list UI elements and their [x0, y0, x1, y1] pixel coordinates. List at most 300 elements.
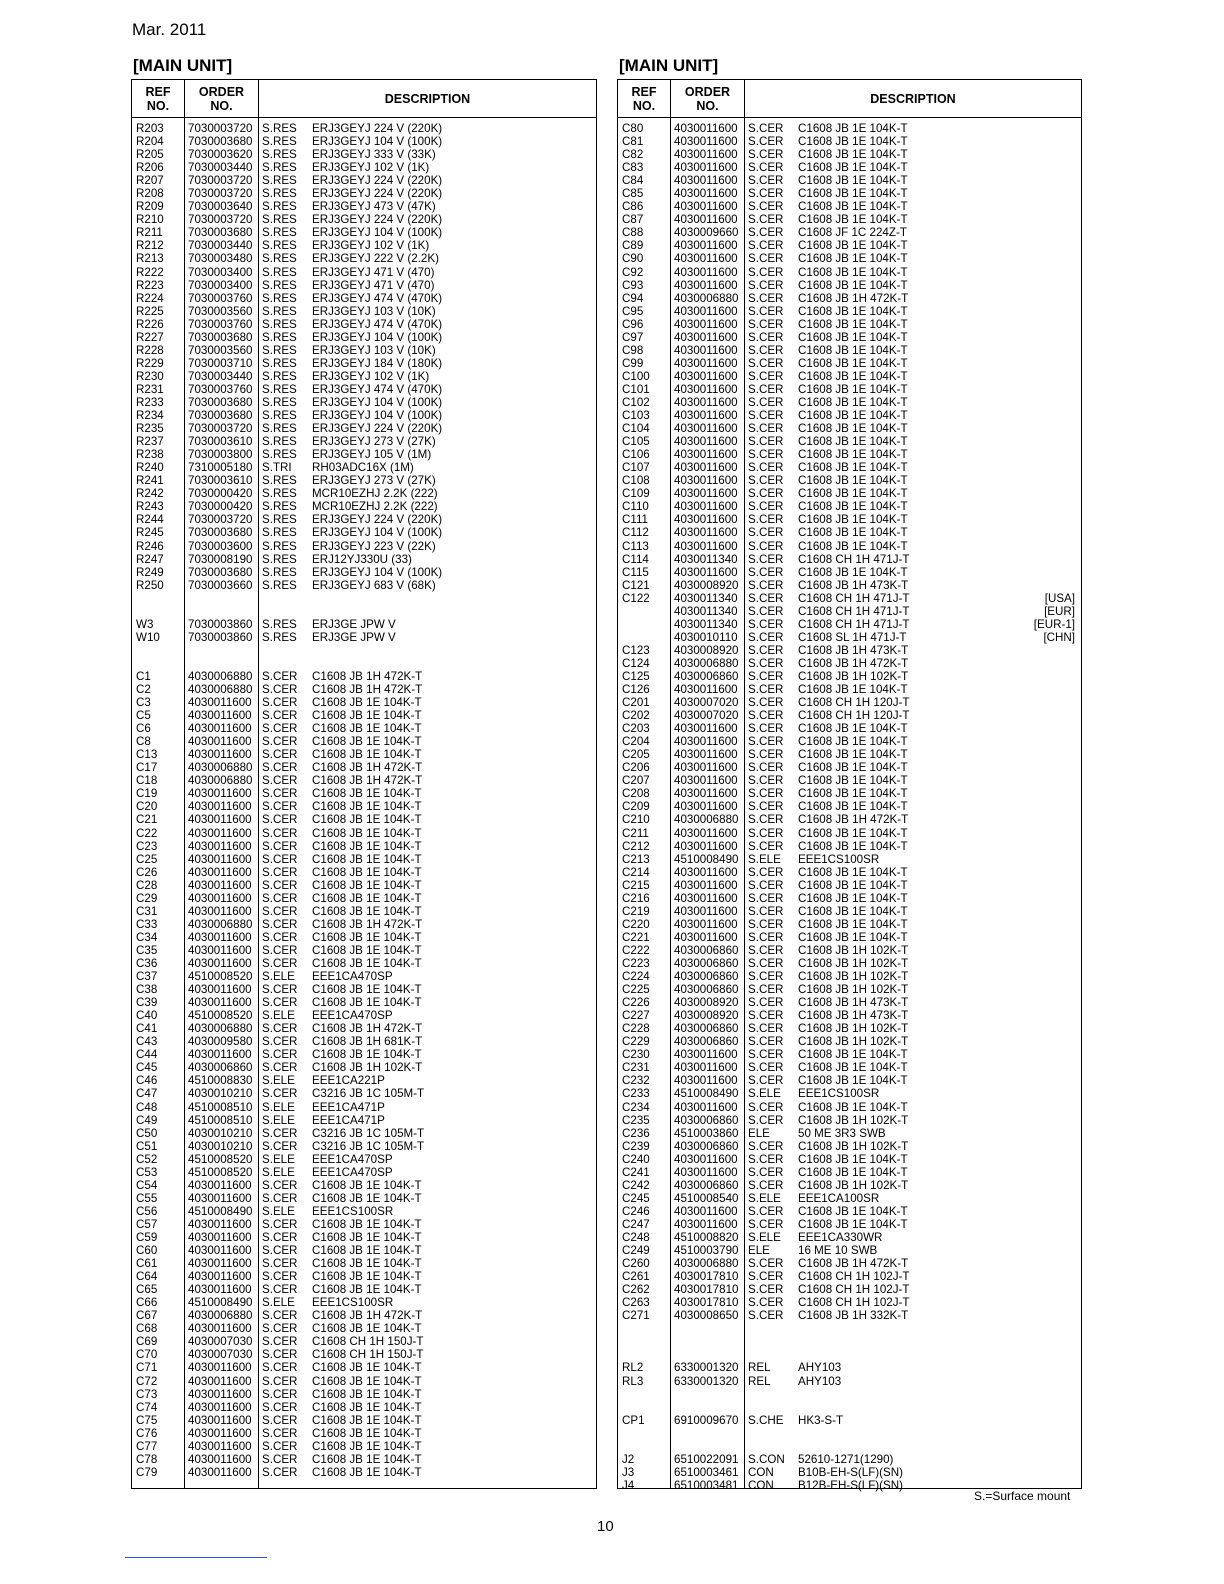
description-cell: C1608 JB 1E 104K-T — [312, 1400, 422, 1414]
ref-no-cell: C96 — [622, 317, 644, 331]
part-type-cell: S.CER — [262, 1322, 298, 1336]
part-type-cell: S.RES — [262, 239, 297, 253]
part-type-cell: S.ELE — [262, 1074, 295, 1088]
table-row — [132, 1166, 596, 1179]
part-type-cell: REL — [748, 1374, 771, 1388]
description-cell: ERJ3GEYJ 104 V (100K) — [312, 409, 443, 423]
ref-no-cell: C228 — [622, 1022, 650, 1036]
part-type-cell: S.RES — [262, 578, 297, 592]
part-type-cell: S.CER — [262, 1022, 298, 1036]
description-cell: C1608 JB 1H 472K-T — [312, 1022, 423, 1036]
table-row — [132, 735, 596, 748]
ref-no-cell: C95 — [622, 304, 644, 318]
table-row — [132, 500, 596, 513]
table-row — [132, 1361, 596, 1374]
order-no-cell: 7030003680 — [188, 226, 253, 240]
part-type-cell: S.RES — [262, 161, 297, 175]
description-cell: C1608 JB 1E 104K-T — [798, 826, 908, 840]
table-row — [132, 866, 596, 879]
part-type-cell: S.CER — [748, 500, 784, 514]
description-cell: ERJ3GEYJ 222 V (2.2K) — [312, 252, 439, 266]
part-type-cell: S.CHE — [748, 1413, 784, 1427]
order-no-cell: 4510008490 — [674, 1087, 739, 1101]
part-type-cell: S.CER — [262, 943, 298, 957]
order-no-cell: 4030011600 — [188, 1217, 252, 1231]
description-cell: C1608 JB 1H 102K-T — [798, 669, 909, 683]
part-type-cell: S.RES — [262, 487, 297, 501]
part-type-cell: S.CER — [748, 943, 784, 957]
description-cell: C1608 JB 1E 104K-T — [798, 356, 908, 370]
part-type-cell: S.CER — [748, 317, 784, 331]
table-row — [132, 135, 596, 148]
description-cell: C1608 JB 1E 104K-T — [312, 722, 422, 736]
ref-no-cell: C203 — [622, 722, 650, 736]
part-type-cell: S.CER — [748, 1309, 784, 1323]
description-cell: C1608 JB 1E 104K-T — [312, 1283, 422, 1297]
order-no-cell: 4030011600 — [674, 252, 738, 266]
part-type-cell: S.RES — [262, 265, 297, 279]
ref-no-cell: C232 — [622, 1074, 650, 1088]
ref-no-cell: C99 — [622, 356, 644, 370]
table-row — [132, 1179, 596, 1192]
description-cell: C1608 JB 1H 102K-T — [798, 957, 909, 970]
ref-no-cell: C234 — [622, 1100, 650, 1114]
description-cell: C1608 JB 1E 104K-T — [312, 696, 422, 710]
order-no-cell: 4030011600 — [188, 1361, 252, 1375]
part-type-cell: S.CER — [748, 774, 784, 788]
ref-no-cell: C52 — [136, 1152, 158, 1166]
table-row — [618, 200, 1081, 213]
ref-no-cell: C26 — [136, 865, 158, 879]
order-no-cell: 4030011600 — [674, 148, 738, 162]
description-cell: ERJ3GEYJ 104 V (100K) — [312, 226, 443, 240]
order-no-cell: 4030011600 — [188, 722, 252, 736]
table-row — [618, 553, 1081, 566]
ref-no-cell: C104 — [622, 422, 650, 436]
left-parts-table — [131, 79, 597, 1489]
table-row — [132, 1296, 596, 1309]
table-row — [132, 1388, 596, 1401]
footer-link-line — [125, 1557, 267, 1558]
order-no-cell: 7030003760 — [188, 317, 253, 331]
description-cell: C1608 JB 1H 472K-T — [798, 813, 909, 827]
description-cell: ERJ3GEYJ 224 V (220K) — [312, 122, 443, 135]
part-type-cell: S.CER — [748, 330, 784, 344]
order-no-cell: 4030011600 — [188, 696, 252, 710]
table-row — [618, 931, 1081, 944]
part-type-cell: S.ELE — [262, 1165, 295, 1179]
table-row — [132, 1061, 596, 1074]
table-row — [132, 513, 596, 526]
order-no-cell: 4030011600 — [188, 787, 252, 801]
ref-no-cell: C207 — [622, 774, 650, 788]
order-no-cell: 7030003640 — [188, 200, 253, 214]
part-type-cell: S.CER — [262, 709, 298, 723]
table-row — [132, 827, 596, 840]
table-row — [132, 174, 596, 187]
table-row — [132, 579, 596, 592]
description-cell: C1608 JB 1E 104K-T — [798, 461, 908, 475]
order-no-cell: 4030011600 — [674, 513, 738, 527]
order-no-cell: 7030003560 — [188, 343, 253, 357]
ref-no-cell: C49 — [136, 1113, 158, 1127]
part-type-cell: S.CER — [748, 1139, 784, 1153]
order-no-cell: 4030011600 — [188, 865, 252, 879]
description-cell: C1608 CH 1H 471J-T — [798, 591, 910, 605]
description-cell: C1608 JF 1C 224Z-T — [798, 226, 907, 240]
table-row — [618, 383, 1081, 396]
order-no-cell: 4030011600 — [674, 1152, 738, 1166]
order-no-cell: 4030011600 — [188, 709, 252, 723]
part-type-cell: S.CER — [748, 226, 784, 240]
part-type-cell: S.CER — [748, 669, 784, 683]
table-row — [132, 853, 596, 866]
ref-no-cell: C225 — [622, 983, 650, 997]
table-row — [618, 239, 1081, 252]
table-row — [618, 292, 1081, 305]
ref-no-cell: C205 — [622, 748, 650, 762]
ref-no-cell: C53 — [136, 1165, 158, 1179]
ref-no-cell: C211 — [622, 826, 649, 840]
part-type-cell: S.CER — [262, 683, 298, 697]
description-cell: C1608 JB 1E 104K-T — [312, 1217, 422, 1231]
part-type-cell: S.CER — [748, 356, 784, 370]
ref-no-cell: R210 — [136, 213, 164, 227]
region-note-cell: [USA] — [1044, 591, 1075, 605]
description-cell: C1608 JB 1E 104K-T — [798, 252, 908, 266]
order-no-cell: 4030011600 — [674, 343, 738, 357]
table-row — [132, 748, 596, 761]
table-row — [132, 1140, 596, 1153]
table-row — [618, 748, 1081, 761]
table-row — [132, 1009, 596, 1022]
part-type-cell: S.CER — [262, 917, 298, 931]
description-cell: C1608 JB 1H 473K-T — [798, 643, 909, 657]
description-cell: C1608 JB 1E 104K-T — [798, 265, 908, 279]
order-no-cell: 6510003481 — [674, 1478, 739, 1492]
description-cell: C1608 JB 1E 104K-T — [312, 787, 422, 801]
table-row — [132, 944, 596, 957]
document-date: Mar. 2011 — [132, 20, 207, 39]
order-no-cell: 4510008520 — [188, 1009, 253, 1023]
description-cell: C1608 JB 1E 104K-T — [312, 826, 422, 840]
order-no-cell: 4030006880 — [674, 813, 739, 827]
table-row — [618, 1114, 1081, 1127]
part-type-cell: S.CER — [262, 826, 298, 840]
table-row — [618, 226, 1081, 239]
table-row — [618, 1179, 1081, 1192]
ref-no-cell: C36 — [136, 957, 158, 970]
order-no-cell: 4030011600 — [674, 161, 738, 175]
order-no-cell: 4030011600 — [188, 1257, 252, 1271]
part-type-cell: S.CER — [748, 683, 784, 697]
table-row — [132, 318, 596, 331]
description-cell: EEE1CA100SR — [798, 1191, 880, 1205]
part-type-cell: S.CER — [748, 1113, 784, 1127]
part-type-cell: S.CER — [262, 839, 298, 853]
order-no-cell: 7030003680 — [188, 526, 253, 540]
part-type-cell: S.RES — [262, 187, 297, 201]
table-row — [132, 879, 596, 892]
table-row — [618, 696, 1081, 709]
description-cell: C1608 JB 1E 104K-T — [798, 891, 908, 905]
table-row — [618, 657, 1081, 670]
description-cell: C1608 JB 1E 104K-T — [798, 304, 908, 318]
description-cell: C1608 JB 1E 104K-T — [798, 565, 908, 579]
part-type-cell: S.CER — [262, 1335, 298, 1349]
table-row — [618, 1401, 1081, 1414]
part-type-cell: S.CER — [748, 1178, 784, 1192]
ref-no-cell: R241 — [136, 474, 164, 488]
description-cell: C1608 JB 1E 104K-T — [798, 343, 908, 357]
description-cell: ERJ3GEYJ 333 V (33K) — [312, 148, 436, 162]
description-cell: C1608 JB 1E 104K-T — [798, 878, 908, 892]
table-row — [132, 1348, 596, 1361]
ref-no-cell: C230 — [622, 1048, 650, 1062]
description-cell: C1608 JB 1E 104K-T — [798, 435, 908, 449]
description-cell: EEE1CA471P — [312, 1100, 385, 1114]
order-no-cell: 4030011600 — [674, 474, 738, 488]
order-no-cell: 7030003680 — [188, 330, 253, 344]
ref-no-cell: C64 — [136, 1270, 158, 1284]
part-type-cell: S.CER — [748, 1165, 784, 1179]
table-row — [132, 657, 596, 670]
table-row — [618, 422, 1081, 435]
description-cell: C1608 JB 1E 104K-T — [798, 474, 908, 488]
description-cell: ERJ3GEYJ 104 V (100K) — [312, 330, 443, 344]
order-no-cell: 4030006860 — [674, 943, 739, 957]
ref-no-cell: C66 — [136, 1296, 158, 1310]
description-cell: ERJ3GEYJ 473 V (47K) — [312, 200, 436, 214]
description-cell: C1608 JB 1E 104K-T — [312, 1413, 422, 1427]
order-no-cell: 4030011600 — [188, 943, 252, 957]
part-type-cell: S.CER — [748, 343, 784, 357]
part-type-cell: S.RES — [262, 382, 297, 396]
part-type-cell: S.CER — [748, 435, 784, 449]
order-no-cell: 4030009580 — [188, 1035, 253, 1049]
part-type-cell: S.CER — [748, 565, 784, 579]
right-table-rows — [618, 122, 1081, 1492]
part-type-cell: S.CER — [748, 970, 784, 984]
table-row — [618, 1427, 1081, 1440]
order-no-cell: 4030011600 — [674, 683, 738, 697]
table-row — [618, 800, 1081, 813]
description-cell: EEE1CA330WR — [798, 1230, 883, 1244]
order-no-cell: 4030011600 — [674, 213, 738, 227]
ref-no-cell: C220 — [622, 917, 650, 931]
ref-no-cell: C92 — [622, 265, 644, 279]
table-row — [132, 1101, 596, 1114]
part-type-cell: S.CER — [262, 1217, 298, 1231]
order-no-cell: 4030011600 — [188, 1413, 252, 1427]
ref-no-cell: C261 — [622, 1270, 650, 1284]
ref-no-cell: C110 — [622, 500, 649, 514]
part-type-cell: S.RES — [262, 252, 297, 266]
order-no-cell: 4510008510 — [188, 1100, 253, 1114]
ref-no-cell: C29 — [136, 891, 158, 905]
table-row — [618, 331, 1081, 344]
description-cell: C1608 JB 1E 104K-T — [798, 135, 908, 149]
description-cell: C1608 JB 1H 473K-T — [798, 578, 909, 592]
order-no-cell: 4030011600 — [674, 865, 738, 879]
ref-no-cell: C123 — [622, 643, 650, 657]
table-row — [618, 1388, 1081, 1401]
part-type-cell: S.CER — [748, 122, 784, 135]
order-no-cell: 7030003610 — [188, 474, 253, 488]
description-cell: C1608 JB 1E 104K-T — [798, 395, 908, 409]
description-cell: ERJ3GEYJ 184 V (180K) — [312, 356, 443, 370]
right-unit-title: [MAIN UNIT] — [619, 56, 719, 75]
description-cell: C1608 JB 1E 104K-T — [798, 513, 908, 527]
order-no-cell: 7030003720 — [188, 213, 253, 227]
part-type-cell: S.CER — [748, 265, 784, 279]
part-type-cell: S.CER — [748, 578, 784, 592]
table-row — [618, 1270, 1081, 1283]
description-cell: B10B-EH-S(LF)(SN) — [798, 1465, 904, 1479]
table-row — [618, 1296, 1081, 1309]
table-row — [132, 1375, 596, 1388]
description-cell: ERJ3GEYJ 471 V (470) — [312, 278, 435, 292]
order-no-cell: 4030011600 — [188, 1230, 252, 1244]
description-cell: C1608 JB 1E 104K-T — [798, 1100, 908, 1114]
description-cell: ERJ3GEYJ 474 V (470K) — [312, 382, 443, 396]
part-type-cell: S.RES — [262, 213, 297, 227]
part-type-cell: S.CER — [262, 1244, 298, 1258]
table-row — [618, 813, 1081, 826]
table-row — [618, 409, 1081, 422]
part-type-cell: S.CER — [262, 1465, 298, 1479]
table-row — [618, 1257, 1081, 1270]
ref-no-cell: C70 — [136, 1348, 158, 1362]
part-type-cell: S.CER — [748, 382, 784, 396]
order-no-cell: 4030011340 — [674, 552, 738, 566]
part-type-cell: S.CER — [262, 774, 298, 788]
part-type-cell: S.CER — [748, 1204, 784, 1218]
part-type-cell: S.TRI — [262, 461, 292, 475]
table-row — [132, 435, 596, 448]
description-cell: C1608 JB 1E 104K-T — [798, 748, 908, 762]
ref-no-cell: C227 — [622, 1009, 650, 1023]
description-cell: C1608 SL 1H 471J-T — [798, 630, 907, 644]
table-row — [132, 1401, 596, 1414]
order-no-cell: 4030010210 — [188, 1087, 253, 1101]
description-cell: ERJ3GE JPW V — [312, 630, 396, 644]
order-no-cell: 4510003860 — [674, 1126, 739, 1140]
table-row — [618, 279, 1081, 292]
table-row — [618, 305, 1081, 318]
table-row — [618, 135, 1081, 148]
description-cell: EEE1CS100SR — [312, 1296, 394, 1310]
description-cell: C1608 CH 1H 102J-T — [798, 1283, 910, 1297]
order-no-cell: 4030006880 — [188, 683, 253, 697]
table-row — [618, 605, 1081, 618]
table-row — [618, 1166, 1081, 1179]
table-row — [618, 853, 1081, 866]
table-row — [618, 318, 1081, 331]
order-no-cell: 4510008510 — [188, 1113, 253, 1127]
order-no-cell: 4030006860 — [674, 1022, 739, 1036]
description-cell: 52610-1271(1290) — [798, 1452, 894, 1466]
ref-no-cell: R204 — [136, 135, 164, 149]
order-no-cell: 4510008490 — [188, 1296, 253, 1310]
order-no-cell: 4510008520 — [188, 970, 253, 984]
ref-no-cell: C90 — [622, 252, 644, 266]
part-type-cell: S.ELE — [748, 852, 781, 866]
table-row — [618, 370, 1081, 383]
order-no-cell: 4030011600 — [674, 461, 738, 475]
order-no-cell: 4030006860 — [674, 1035, 739, 1049]
description-cell: C1608 JB 1E 104K-T — [312, 1452, 422, 1466]
part-type-cell: S.CER — [262, 1048, 298, 1062]
ref-no-cell: C216 — [622, 891, 650, 905]
ref-no-cell: C106 — [622, 448, 650, 462]
table-row — [132, 200, 596, 213]
description-cell: C1608 JB 1E 104K-T — [312, 943, 422, 957]
part-type-cell: S.CER — [748, 291, 784, 305]
description-cell: ERJ3GEYJ 224 V (220K) — [312, 513, 443, 527]
part-type-cell: S.RES — [262, 317, 297, 331]
part-type-cell: S.CER — [262, 1439, 298, 1453]
ref-no-cell: C78 — [136, 1452, 158, 1466]
ref-no-cell: C3 — [136, 696, 151, 710]
ref-no-header: REF NO. — [631, 84, 657, 113]
order-no-cell: 4030011600 — [674, 122, 738, 135]
description-cell: C1608 JB 1E 104K-T — [798, 122, 908, 135]
description-cell: C3216 JB 1C 105M-T — [312, 1139, 425, 1153]
description-cell: C1608 JB 1E 104K-T — [312, 800, 422, 814]
table-row — [618, 840, 1081, 853]
order-no-cell: 4030011600 — [674, 539, 738, 553]
table-row — [132, 996, 596, 1009]
table-row — [618, 1361, 1081, 1374]
table-row — [132, 1231, 596, 1244]
description-cell: 50 ME 3R3 SWB — [798, 1126, 886, 1140]
description-cell: EEE1CA470SP — [312, 1152, 393, 1166]
part-type-cell: S.CER — [262, 904, 298, 918]
order-no-cell: 4030011600 — [674, 774, 738, 788]
part-type-cell: S.ELE — [748, 1191, 781, 1205]
order-no-cell: 4030011600 — [674, 526, 738, 540]
ref-no-cell: R233 — [136, 395, 164, 409]
table-row — [618, 187, 1081, 200]
table-row — [132, 722, 596, 735]
order-no-cell: 7030003800 — [188, 448, 253, 462]
table-row — [618, 174, 1081, 187]
part-type-cell: S.CER — [262, 1348, 298, 1362]
ref-no-cell: CP1 — [622, 1413, 645, 1427]
region-note-cell: [EUR-1] — [1033, 617, 1075, 631]
order-no-cell: 7030008190 — [188, 552, 253, 566]
ref-no-cell: C246 — [622, 1204, 650, 1218]
description-cell: C1608 JB 1H 472K-T — [312, 761, 423, 775]
part-type-cell: S.RES — [262, 513, 297, 527]
description-cell: C1608 JB 1E 104K-T — [798, 904, 908, 918]
part-type-cell: S.CER — [748, 1270, 784, 1284]
order-no-cell: 4510008540 — [674, 1191, 739, 1205]
table-row — [132, 239, 596, 252]
ref-no-cell: R227 — [136, 330, 164, 344]
description-cell: C1608 JB 1H 102K-T — [798, 1139, 909, 1153]
table-row — [618, 1348, 1081, 1361]
ref-no-cell: C100 — [622, 369, 650, 383]
table-row — [132, 800, 596, 813]
order-no-cell: 4030011600 — [188, 1452, 252, 1466]
ref-no-cell: C39 — [136, 996, 158, 1010]
order-no-cell: 4030011600 — [674, 409, 738, 423]
order-no-cell: 7030000420 — [188, 487, 253, 501]
part-type-cell: S.CER — [748, 213, 784, 227]
ref-no-cell: R211 — [136, 226, 163, 240]
